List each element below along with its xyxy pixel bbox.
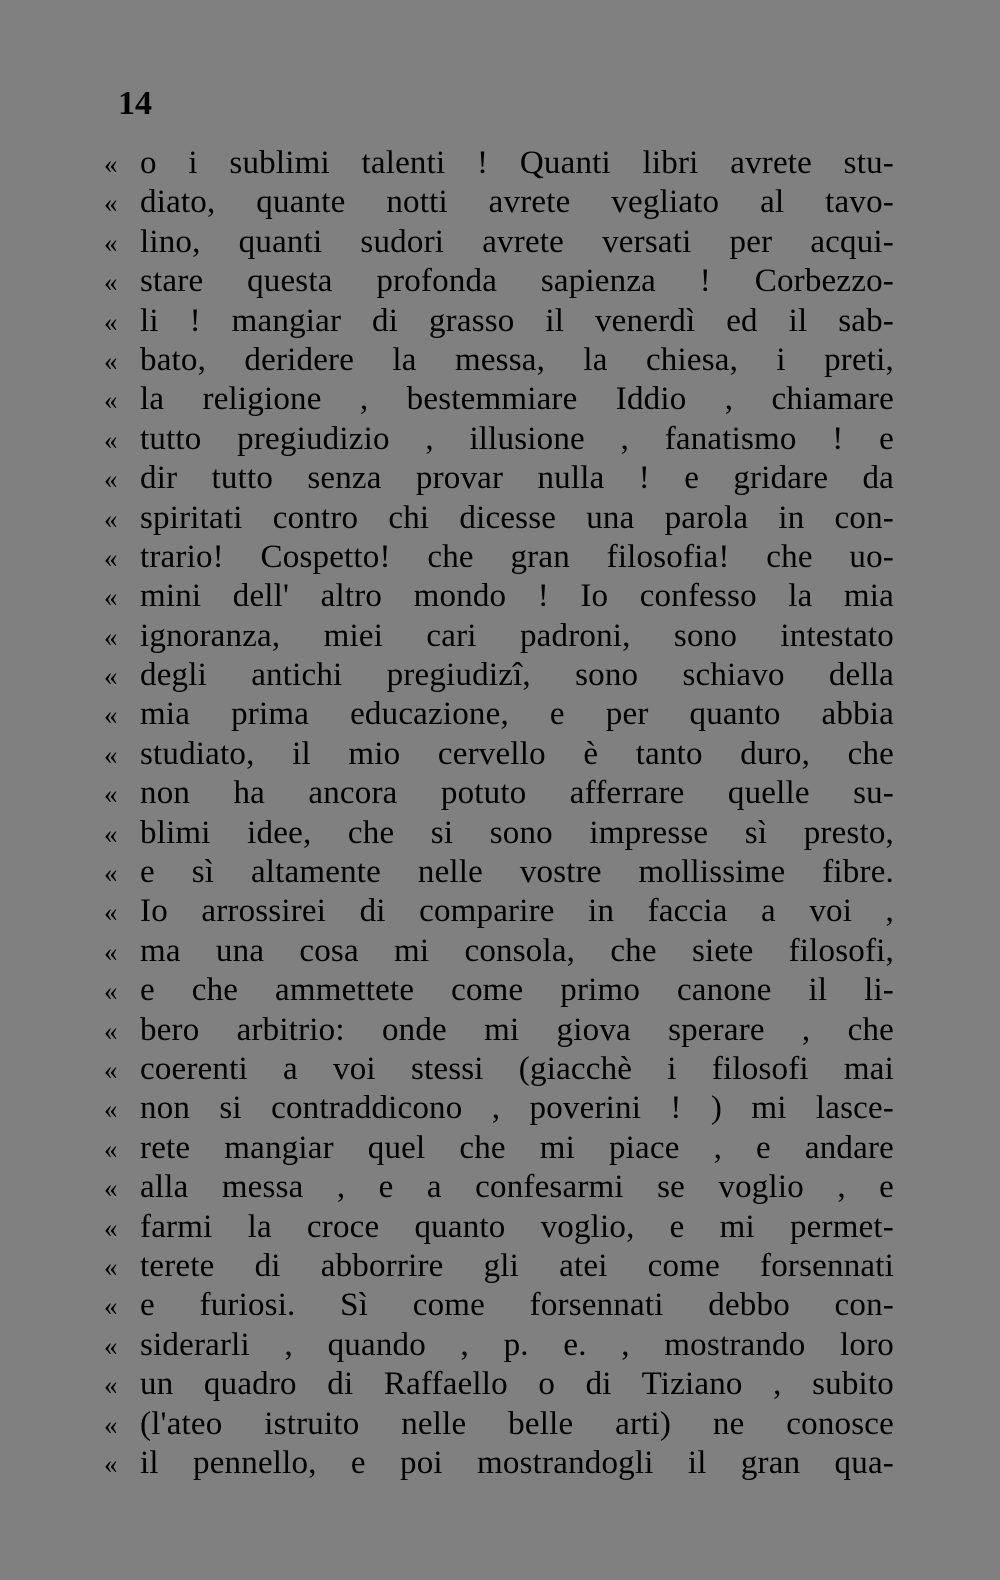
text-line (104, 853, 894, 892)
quote-mark: « (104, 976, 118, 1007)
text-line (104, 971, 894, 1010)
text-line (104, 302, 894, 341)
text-line (104, 1011, 894, 1050)
text-line (104, 814, 894, 853)
line-text: diato, quante notti avrete vegliato al tavo- (140, 184, 894, 221)
text-line (104, 223, 894, 262)
body-text (104, 144, 894, 1483)
text-line (104, 183, 894, 222)
text-line (104, 1208, 894, 1247)
line-text: non ha ancora potuto afferrare quelle su- (140, 775, 894, 812)
text-line (104, 538, 894, 577)
line-text: studiato, il mio cervello è tanto duro, che (140, 735, 894, 772)
quote-mark: « (104, 582, 118, 613)
text-line (104, 1129, 894, 1168)
quote-mark: « (104, 1212, 118, 1243)
quote-mark: « (104, 345, 118, 376)
quote-mark: « (104, 306, 118, 337)
quote-mark: « (104, 1173, 118, 1204)
quote-mark: « (104, 1251, 118, 1282)
line-text: mini dell' altro mondo ! Io confesso la mia (140, 578, 894, 615)
quote-mark: « (104, 464, 118, 495)
text-line (104, 577, 894, 616)
text-line (104, 695, 894, 734)
text-line (104, 1050, 894, 1089)
quote-mark: « (104, 149, 118, 179)
quote-mark: « (104, 267, 118, 298)
line-text: siderarli , quando , p. e. , mostrando loro (140, 1326, 894, 1363)
quote-mark: « (104, 1448, 118, 1479)
line-text: e sì altamente nelle vostre mollissime fibre. (140, 854, 894, 891)
quote-mark: « (104, 897, 118, 928)
text-line (104, 1326, 894, 1365)
quote-mark: « (104, 1291, 118, 1322)
quote-mark: « (104, 1094, 118, 1125)
line-text: stare questa profonda sapienza ! Corbezzo- (140, 263, 894, 300)
line-text: (l'ateo istruito nelle belle arti) ne conosce (140, 1405, 894, 1442)
line-text: bero arbitrio: onde mi giova sperare , che (140, 1011, 894, 1048)
line-text: e furiosi. Sì come forsennati debbo con- (140, 1287, 894, 1324)
line-text: la religione , bestemmiare Iddio , chiamare (140, 381, 894, 418)
line-text: alla messa , e a confesarmi se voglio , e (140, 1169, 894, 1206)
text-line (104, 341, 894, 380)
text-line (104, 1247, 894, 1286)
line-text: rete mangiar quel che mi piace , e andare (140, 1129, 894, 1166)
quote-mark: « (104, 1330, 118, 1361)
page-number: 14 (118, 85, 152, 122)
quote-mark: « (104, 936, 118, 967)
quote-mark: « (104, 227, 118, 258)
line-text: il pennello, e poi mostrandogli il gran qua- (140, 1444, 894, 1481)
text-line (104, 262, 894, 301)
line-text: bato, deridere la messa, la chiesa, i preti, (140, 341, 894, 378)
quote-mark: « (104, 542, 118, 573)
quote-mark: « (104, 858, 118, 889)
quote-mark: « (104, 621, 118, 652)
line-text: degli antichi pregiudizî, sono schiavo della (140, 657, 894, 694)
quote-mark: « (104, 1015, 118, 1046)
quote-mark: « (104, 779, 118, 810)
line-text: coerenti a voi stessi (giacchè i filosofi mai (140, 1050, 894, 1087)
quote-mark: « (104, 1370, 118, 1401)
quote-mark: « (104, 1133, 118, 1164)
text-line (104, 735, 894, 774)
quote-mark: « (104, 1409, 118, 1440)
line-text: ignoranza, miei cari padroni, sono intestato (140, 617, 894, 654)
text-line (104, 459, 894, 498)
text-line (104, 892, 894, 931)
line-text: lino, quanti sudori avrete versati per acqui- (140, 223, 894, 260)
line-text: trario! Cospetto! che gran filosofia! che uo- (140, 538, 894, 575)
line-text: terete di abborrire gli atei come forsennati (140, 1247, 894, 1284)
quote-mark: « (104, 1054, 118, 1085)
line-text: blimi idee, che si sono impresse sì presto, (140, 814, 894, 851)
quote-mark: « (104, 424, 118, 455)
quote-mark: « (104, 818, 118, 849)
line-text: ma una cosa mi consola, che siete filosofi, (140, 932, 894, 969)
line-text: farmi la croce quanto voglio, e mi permet- (140, 1208, 894, 1245)
quote-mark: « (104, 385, 118, 416)
line-text: o i sublimi talenti ! Quanti libri avrete stu- (140, 145, 894, 181)
line-text: un quadro di Raffaello o di Tiziano , subito (140, 1366, 894, 1403)
line-text: li ! mangiar di grasso il venerdì ed il sab- (140, 302, 894, 339)
line-text: mia prima educazione, e per quanto abbia (140, 696, 894, 733)
line-text: tutto pregiudizio , illusione , fanatismo ! e (140, 420, 894, 457)
text-line (104, 1089, 894, 1128)
quote-mark: « (104, 739, 118, 770)
quote-mark: « (104, 700, 118, 731)
text-line (104, 1168, 894, 1207)
line-text: spiritati contro chi dicesse una parola in con- (140, 499, 894, 536)
line-text: Io arrossirei di comparire in faccia a voi , (140, 893, 894, 930)
quote-mark: « (104, 661, 118, 692)
line-text: e che ammettete come primo canone il li- (140, 972, 894, 1009)
text-line (104, 1365, 894, 1404)
text-line (104, 774, 894, 813)
text-line (104, 420, 894, 459)
text-line (104, 656, 894, 695)
text-line (104, 617, 894, 656)
quote-mark: « (104, 503, 118, 534)
text-line (104, 499, 894, 538)
text-line (104, 932, 894, 971)
text-line (104, 144, 894, 183)
line-text: non si contraddicono , poverini ! ) mi lasce- (140, 1090, 894, 1127)
text-line (104, 1286, 894, 1325)
line-text: dir tutto senza provar nulla ! e gridare da (140, 460, 894, 497)
text-line (104, 1405, 894, 1444)
text-line (104, 380, 894, 419)
quote-mark: « (104, 188, 118, 219)
text-line (104, 1444, 894, 1483)
